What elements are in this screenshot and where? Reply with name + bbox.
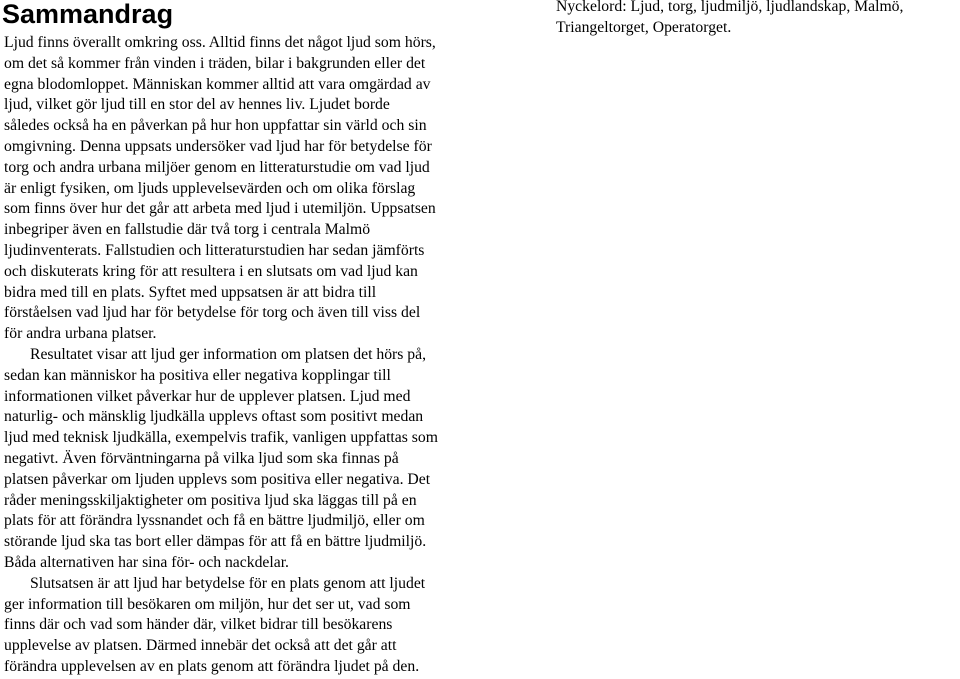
keywords-line: Triangeltorget, Operatorget.	[556, 18, 732, 36]
text-line: finns där och vad som händer där, vilket bidrar till besökarens	[4, 616, 393, 634]
keywords	[556, 0, 960, 39]
text-line: således också ha en påverkan på hur hon uppfattar sin värld och sin	[4, 117, 427, 135]
text-line: Slutsatsen är att ljud har betydelse för en plats genom att ljudet	[30, 574, 426, 592]
keywords-line: Nyckelord: Ljud, torg, ljudmiljö, ljudlandskap, Malmö,	[556, 0, 904, 15]
text-line: bidra med till en plats. Syftet med uppsatsen är att bidra till	[4, 283, 377, 301]
text-line: ljud, vilket gör ljud till en stor del av hennes liv. Ljudet borde	[4, 96, 390, 114]
text-line: förändra upplevelsen av en plats genom att förändra ljudet på den.	[4, 657, 420, 675]
text-line: inbegriper även en fallstudie där två torg i centrala Malmö	[4, 221, 371, 239]
text-line: ljud med teknisk ljudkälla, exempelvis trafik, vanligen uppfattas som	[4, 429, 438, 447]
text-line: Båda alternativen har sina för- och nackdelar.	[4, 553, 289, 571]
text-line: torg och andra urbana miljöer genom en litteraturstudie om vad ljud	[4, 158, 430, 176]
text-line: egna blodomloppet. Människan kommer alltid att vara omgärdad av	[4, 75, 431, 93]
paragraph-2	[4, 345, 507, 574]
text-line: Ljud finns överallt omkring oss. Alltid finns det något ljud som hörs,	[4, 34, 436, 51]
text-line: och diskuterats kring för att resultera i en slutsats om vad ljud kan	[4, 262, 418, 280]
text-line: störande ljud ska tas bort eller dämpas för att få en bättre ljudmiljö.	[4, 533, 427, 551]
paragraph-1	[4, 33, 507, 345]
text-line: negativt. Även förväntningarna på vilka ljud som ska finnas på	[4, 449, 399, 467]
text-line: upplevelse av platsen. Därmed innebär det också att det går att	[4, 637, 397, 655]
text-line: som finns över hur det går att arbeta med ljud i utemiljön. Uppsatsen	[4, 200, 436, 218]
text-line: för andra urbana platser.	[4, 325, 157, 343]
paragraph-3	[4, 574, 507, 678]
text-line: är enligt fysiken, om ljuds upplevelsevärden och om olika förslag	[4, 179, 416, 197]
text-line: råder meningsskiljaktigheter om positiva ljud ska läggas till på en	[4, 491, 417, 509]
text-line: plats för att förändra lyssnandet och få en bättre ljudmiljö, eller om	[4, 512, 425, 530]
text-line: om det så kommer från vinden i träden, bilar i bakgrunden eller det	[4, 54, 426, 72]
page-title: Sammandrag	[2, 0, 174, 29]
text-line: Resultatet visar att ljud ger information om platsen det hörs på,	[30, 345, 427, 363]
abstract-body	[4, 33, 507, 678]
text-line: informationen vilket påverkar hur de upplever platsen. Ljud med	[4, 387, 411, 405]
text-line: ljudinventerats. Fallstudien och litteraturstudien har sedan jämförts	[4, 241, 425, 259]
text-line: ger information till besökaren om miljön, hur det ser ut, vad som	[4, 595, 411, 613]
text-line: omgivning. Denna uppsats undersöker vad ljud har för betydelse för	[4, 137, 432, 155]
text-line: naturlig- och mänsklig ljudkälla upplevs oftast som positivt medan	[4, 408, 424, 426]
text-line: sedan kan människor ha positiva eller negativa kopplingar till	[4, 366, 391, 384]
text-line: förståelsen vad ljud har för betydelse för torg och även till viss del	[4, 304, 421, 322]
text-line: platsen påverkar om ljuden upplevs som positiva eller negativa. Det	[4, 470, 431, 488]
